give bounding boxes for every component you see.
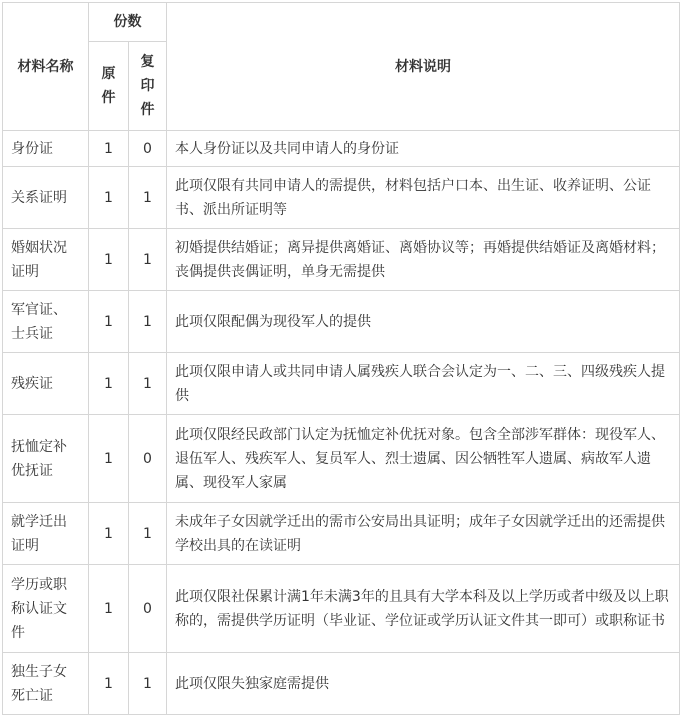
material-description: 未成年子女因就学迁出的需市公安局出具证明；成年子女因就学迁出的还需提供学校出具的在读证明: [167, 503, 680, 565]
table-row: [3, 291, 680, 353]
material-name: 婚姻状况证明: [3, 229, 89, 291]
copy-count: 1: [129, 291, 167, 353]
material-name: 身份证: [3, 131, 89, 167]
header-copies: 份数: [89, 3, 167, 42]
copy-count: 0: [129, 415, 167, 503]
material-description: 本人身份证以及共同申请人的身份证: [167, 131, 680, 167]
original-count: 1: [89, 229, 129, 291]
table-row: [3, 353, 680, 415]
table-row: [3, 167, 680, 229]
copy-count: 1: [129, 353, 167, 415]
copy-count: 1: [129, 167, 167, 229]
original-count: 1: [89, 565, 129, 653]
header-row: [3, 3, 680, 42]
material-description: 此项仅限社保累计满1年未满3年的且具有大学本科及以上学历或者中级及以上职称的，需提供学历证明（毕业证、学位证或学历认证文件其一即可）或职称证书: [167, 565, 680, 653]
material-name: 抚恤定补优抚证: [3, 415, 89, 503]
material-description: 此项仅限申请人或共同申请人属残疾人联合会认定为一、二、三、四级残疾人提供: [167, 353, 680, 415]
copy-count: 1: [129, 653, 167, 715]
material-description: 此项仅限有共同申请人的需提供，材料包括户口本、出生证、收养证明、公证书、派出所证明等: [167, 167, 680, 229]
material-name: 军官证、士兵证: [3, 291, 89, 353]
material-description: 初婚提供结婚证；离异提供离婚证、离婚协议等；再婚提供结婚证及离婚材料；丧偶提供丧偶证明，单身无需提供: [167, 229, 680, 291]
original-count: 1: [89, 415, 129, 503]
materials-table: [2, 2, 680, 715]
material-name: 学历或职称认证文件: [3, 565, 89, 653]
header-material-name: 材料名称: [3, 3, 89, 131]
original-count: 1: [89, 653, 129, 715]
material-name: 残疾证: [3, 353, 89, 415]
material-description: 此项仅限配偶为现役军人的提供: [167, 291, 680, 353]
table-row: [3, 229, 680, 291]
original-count: 1: [89, 131, 129, 167]
material-name: 独生子女死亡证: [3, 653, 89, 715]
table-row: [3, 131, 680, 167]
copy-count: 0: [129, 131, 167, 167]
header-description: 材料说明: [167, 3, 680, 131]
table-row: [3, 565, 680, 653]
table-row: [3, 503, 680, 565]
table-row: [3, 653, 680, 715]
material-name: 就学迁出证明: [3, 503, 89, 565]
original-count: 1: [89, 503, 129, 565]
copy-count: 0: [129, 565, 167, 653]
material-name: 关系证明: [3, 167, 89, 229]
header-copy: 复印件: [129, 42, 167, 131]
copy-count: 1: [129, 229, 167, 291]
original-count: 1: [89, 291, 129, 353]
original-count: 1: [89, 353, 129, 415]
table-row: [3, 415, 680, 503]
original-count: 1: [89, 167, 129, 229]
header-original: 原件: [89, 42, 129, 131]
material-description: 此项仅限经民政部门认定为抚恤定补优抚对象。包含全部涉军群体：现役军人、退伍军人、残疾军人、复员军人、烈士遗属、因公牺牲军人遗属、病故军人遗属、现役军人家属: [167, 415, 680, 503]
copy-count: 1: [129, 503, 167, 565]
material-description: 此项仅限失独家庭需提供: [167, 653, 680, 715]
